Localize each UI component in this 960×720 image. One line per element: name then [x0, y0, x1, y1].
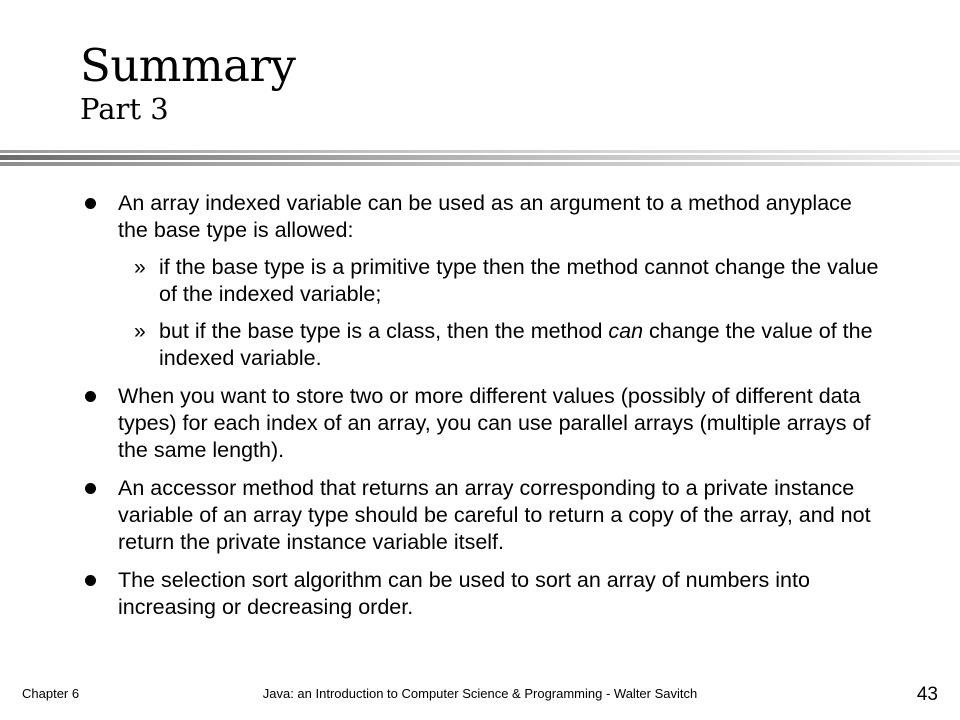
bullet-text: An array indexed variable can be used as an argument to a method anyplace the base type is allowed: — [118, 191, 852, 242]
title-divider-middle — [0, 155, 960, 160]
bullet-dot-icon — [85, 198, 96, 209]
title-divider-bottom — [0, 162, 960, 166]
sub-bullet-list — [118, 254, 880, 372]
sub-bullet-emphasis: can — [608, 319, 644, 343]
footer-chapter: Chapter 6 — [22, 686, 80, 701]
title-divider-top — [0, 150, 960, 153]
bullet-text: An accessor method that returns an array corresponding to a private instance variable of an array type should be careful to return a copy of the array, and not return the private instance variable itself. — [118, 476, 871, 554]
title-block — [80, 40, 900, 126]
bullet-item — [80, 383, 880, 464]
bullet-dot-icon — [85, 575, 96, 586]
sub-bullet-item — [118, 254, 880, 308]
bullet-item — [80, 190, 880, 372]
bullet-dot-icon — [85, 483, 96, 494]
bullet-text: When you want to store two or more different values (possibly of different data types) for each index of an array, you can use parallel arrays (multiple arrays of the same length). — [118, 384, 871, 462]
bullet-item — [80, 567, 880, 621]
bullet-dot-icon — [85, 391, 96, 402]
bullet-item — [80, 475, 880, 556]
double-chevron-icon: » — [134, 256, 146, 279]
sub-bullet-text-end: change the value of the indexed variable. — [159, 319, 873, 370]
bullet-list — [80, 190, 880, 632]
bullet-text: The selection sort algorithm can be used to sort an array of numbers into increasing or decreasing order. — [118, 568, 810, 619]
sub-bullet-text: but if the base type is a class, then the method — [159, 319, 609, 343]
page-number: 43 — [916, 684, 938, 705]
slide-title: Summary — [80, 39, 296, 92]
sub-bullet-text: if the base type is a primitive type then the method cannot change the value of the indexed variable; — [159, 255, 879, 306]
footer-book-title: Java: an Introduction to Computer Science & Programming - Walter Savitch — [262, 686, 698, 701]
slide-subtitle: Part 3 — [80, 92, 169, 126]
double-chevron-icon: » — [134, 320, 146, 343]
sub-bullet-item — [118, 318, 880, 372]
